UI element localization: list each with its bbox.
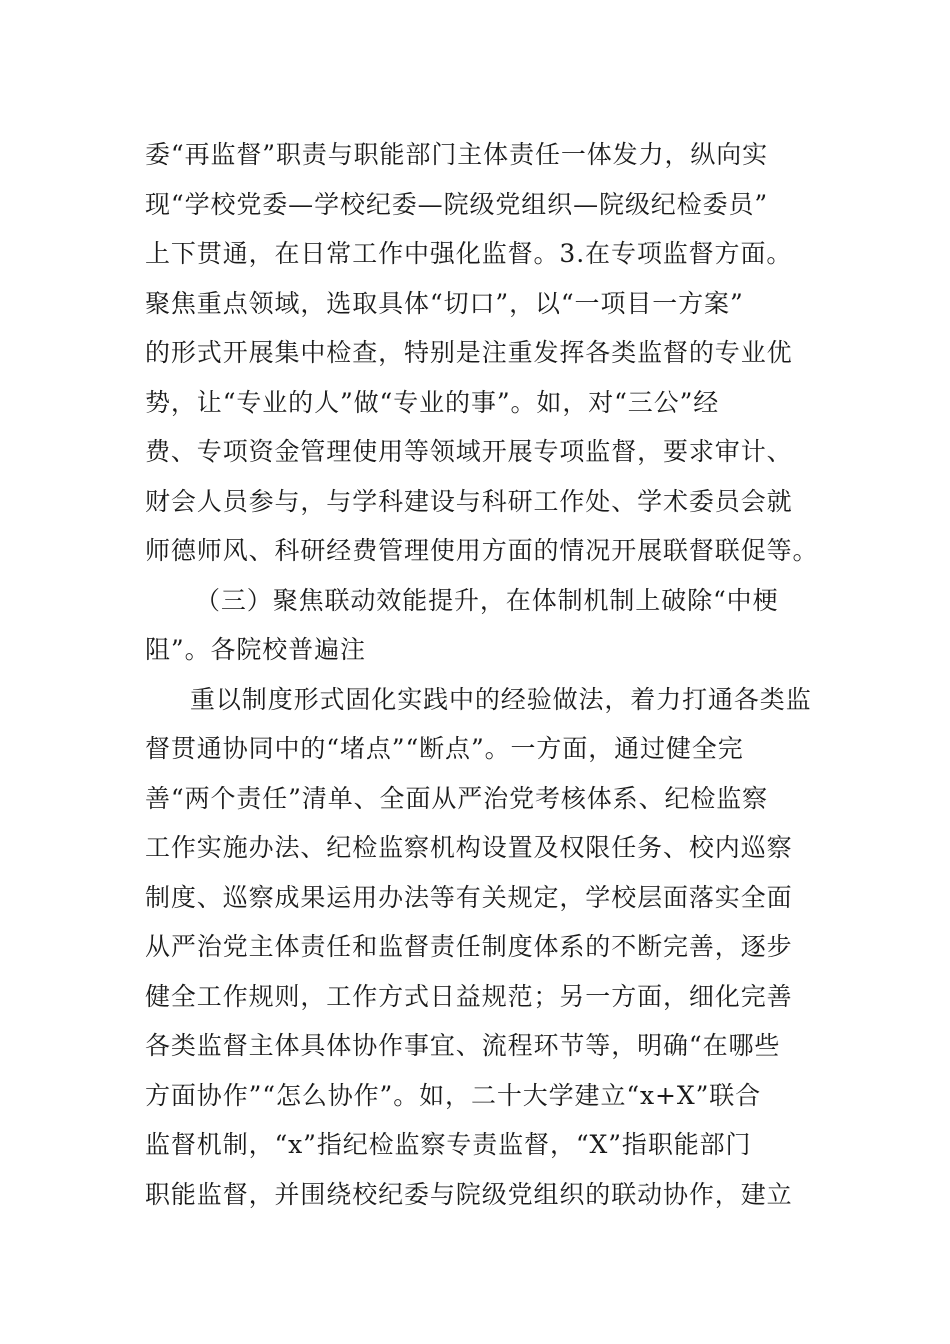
text-line: 监督机制，“x”指纪检监察专责监督，“X”指职能部门 [145, 1130, 752, 1159]
text-line: 现“学校党委—学校纪委—院级党组织—院级纪检委员” [145, 189, 769, 219]
section-heading-line: （三）聚焦联动效能提升，在体制机制上破除“中梗 [195, 585, 779, 615]
text-line: 委“再监督”职责与职能部门主体责任一体发力，纵向实 [145, 140, 769, 169]
text-line: 上下贯通，在日常工作中强化监督。3.在专项监督方面。 [145, 239, 793, 268]
text-line: 督贯通协同中的“堵点”“断点”。一方面，通过健全完 [145, 734, 744, 763]
text-line: 方面协作”“怎么协作”。如，二十大学建立“x+X”联合 [145, 1080, 762, 1110]
text-line: 健全工作规则，工作方式日益规范；另一方面，细化完善 [145, 981, 793, 1011]
text-line: 各类监督主体具体协作事宜、流程环节等，明确“在哪些 [145, 1031, 781, 1060]
text-line: 职能监督，并围绕校纪委与院级党组织的联动协作，建立 [145, 1179, 793, 1209]
text-line: 师德师风、科研经费管理使用方面的情况开展联督联促等。 [145, 536, 819, 565]
section-heading-line: 阻”。各院校普遍注 [145, 635, 366, 664]
text-line: 善“两个责任”清单、全面从严治党考核体系、纪检监察 [145, 783, 769, 813]
body-text [145, 130, 819, 1219]
text-line: 工作实施办法、纪检监察机构设置及权限任务、校内巡察 [145, 833, 793, 862]
text-line: 财会人员参与，与学科建设与科研工作处、学术委员会就 [145, 486, 793, 516]
text-line: 聚焦重点领域，选取具体“切口”，以“一项目一方案” [145, 288, 744, 318]
paragraph-start-line: 重以制度形式固化实践中的经验做法，着力打通各类监 [190, 684, 812, 714]
text-line: 制度、巡察成果运用办法等有关规定，学校层面落实全面 [145, 882, 793, 912]
text-line: 的形式开展集中检查，特别是注重发挥各类监督的专业优 [145, 338, 793, 367]
text-line: 费、专项资金管理使用等领域开展专项监督，要求审计、 [145, 437, 793, 466]
text-line: 势，让“专业的人”做“专业的事”。如，对“三公”经 [145, 387, 720, 417]
text-line: 从严治党主体责任和监督责任制度体系的不断完善，逐步 [145, 932, 793, 961]
